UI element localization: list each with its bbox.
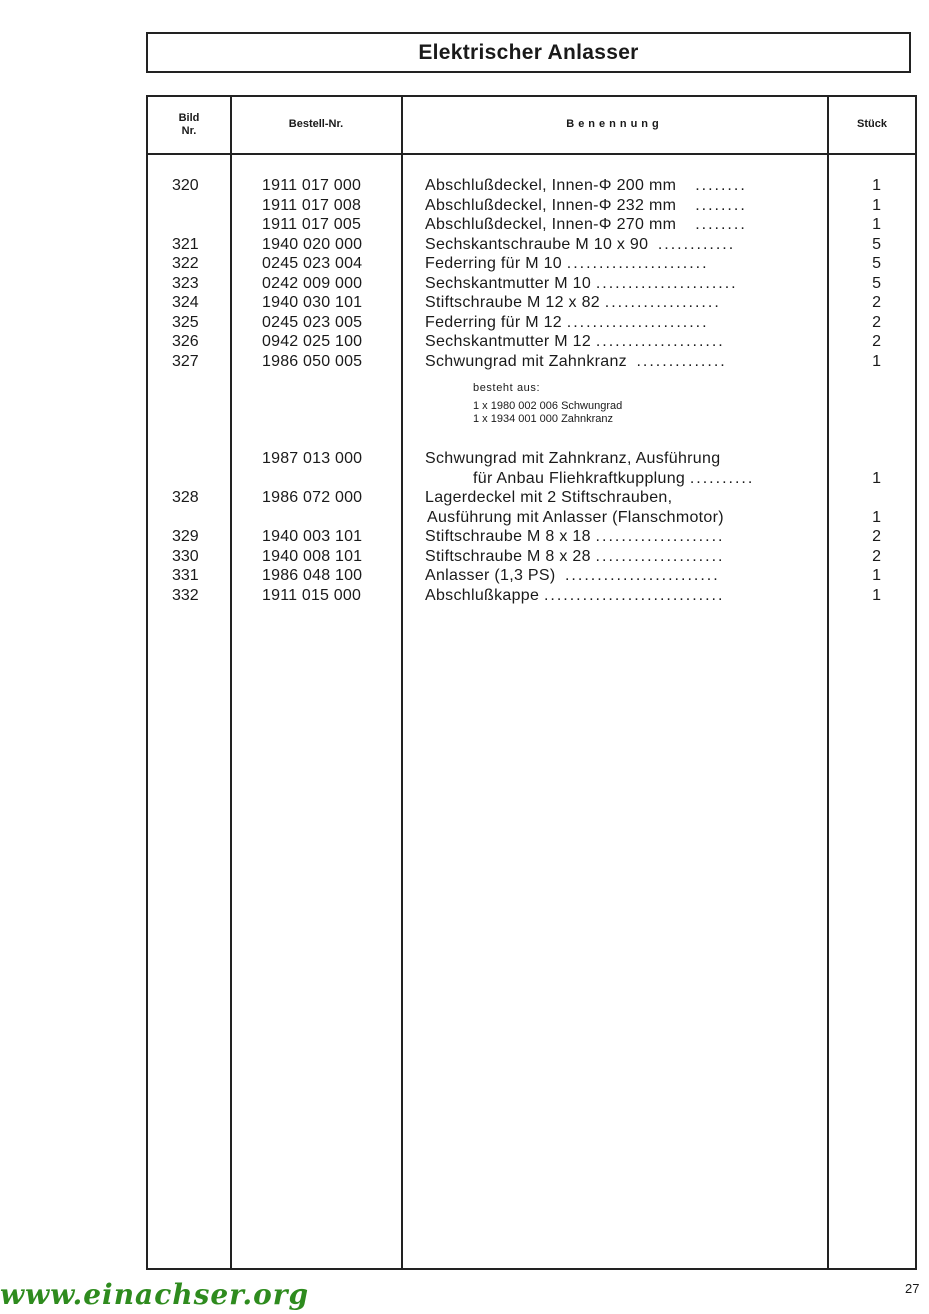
leader-dots: .................... [595, 333, 725, 350]
stueck: 5 [872, 274, 881, 292]
table-row [0, 449, 929, 469]
header-benennung: Benennung [566, 118, 663, 130]
bestell-nr: 1986 072 000 [262, 489, 363, 506]
stueck: 2 [872, 528, 881, 545]
leader-dots: .................. [604, 294, 721, 311]
benennung-text: Stiftschraube M 8 x 18 [425, 528, 591, 545]
bestell-nr: 1940 003 101 [262, 528, 363, 545]
benennung-text: Schwungrad mit Zahnkranz, Ausführung [425, 450, 721, 467]
leader-dots: ........ [695, 177, 747, 194]
table-body [0, 449, 929, 605]
table-row [0, 313, 929, 333]
sub-label: besteht aus: [473, 382, 541, 394]
bild-nr: 323 [172, 274, 199, 292]
benennung-text: Federring für M 12 [425, 313, 563, 331]
page-number: 27 [905, 1281, 920, 1296]
benennung [425, 332, 725, 352]
stueck: 1 [872, 196, 881, 214]
stueck: 5 [872, 235, 881, 253]
table-row [0, 586, 929, 606]
benennung [425, 176, 747, 196]
benennung [425, 508, 724, 528]
leader-dots: .......... [689, 469, 755, 487]
table-row [0, 274, 929, 294]
table-row [0, 469, 929, 489]
bestell-nr: 1940 030 101 [262, 294, 363, 311]
stueck: 1 [872, 177, 881, 194]
stueck: 1 [872, 508, 881, 526]
benennung-text: Stiftschraube M 8 x 28 [425, 547, 591, 565]
table-row [0, 566, 929, 586]
bestell-nr: 1911 017 008 [262, 196, 362, 214]
benennung-text: Sechskantschraube M 10 x 90 [425, 235, 649, 253]
table-row [0, 176, 929, 196]
table-row [0, 527, 929, 547]
benennung [425, 469, 754, 489]
benennung [425, 235, 735, 255]
stueck: 1 [872, 216, 881, 233]
header-stueck: Stück [857, 118, 887, 130]
bestell-nr: 1911 017 005 [262, 216, 362, 233]
benennung [425, 566, 720, 586]
bild-nr: 329 [172, 528, 199, 545]
table-row [0, 547, 929, 567]
benennung-text: Stiftschraube M 12 x 82 [425, 294, 600, 311]
header-bild-label: Bild Nr. [178, 112, 200, 137]
benennung [425, 254, 709, 274]
benennung [425, 488, 672, 508]
bild-nr: 325 [172, 313, 199, 331]
bestell-nr: 1986 050 005 [262, 352, 363, 370]
bestell-nr: 1911 015 000 [262, 586, 362, 604]
sub-item: 1 x 1980 002 006 Schwungrad [473, 400, 623, 412]
bestell-nr: 1940 008 101 [262, 547, 363, 565]
benennung [425, 449, 720, 469]
benennung [425, 313, 709, 333]
benennung [425, 215, 747, 235]
benennung-text: Lagerdeckel mit 2 Stiftschrauben, [425, 489, 673, 506]
bild-nr: 326 [172, 333, 199, 350]
bestell-nr: 0942 025 100 [262, 333, 363, 350]
stueck: 5 [872, 255, 881, 272]
table-row [0, 293, 929, 313]
bild-nr: 332 [172, 586, 199, 604]
header-bild [150, 112, 228, 138]
stueck: 1 [872, 352, 881, 370]
table-row [0, 215, 929, 235]
stueck: 2 [872, 313, 881, 331]
site-watermark: www.einachser.org [0, 1278, 310, 1311]
bild-nr: 324 [172, 294, 199, 311]
benennung-text: Anlasser (1,3 PS) [425, 567, 556, 584]
header-divider [146, 153, 917, 155]
stueck: 2 [872, 294, 881, 311]
leader-dots: .............. [636, 352, 727, 370]
stueck: 1 [872, 469, 881, 487]
benennung-text: Sechskantmutter M 12 [425, 333, 592, 350]
benennung [425, 586, 724, 606]
bestell-nr: 1940 020 000 [262, 235, 363, 253]
table-row [0, 352, 929, 372]
table-row [0, 508, 929, 528]
benennung-text: Schwungrad mit Zahnkranz [425, 352, 627, 370]
leader-dots: .................... [595, 547, 725, 565]
bestell-nr: 0245 023 005 [262, 313, 363, 331]
bestell-nr: 0242 009 000 [262, 274, 363, 292]
benennung [425, 293, 721, 313]
benennung [425, 196, 747, 216]
bild-nr: 321 [172, 235, 199, 253]
benennung-text: Federring für M 10 [425, 255, 563, 272]
leader-dots: ........ [695, 196, 747, 214]
bestell-nr: 1911 017 000 [262, 177, 362, 194]
benennung-text: Abschlußkappe [425, 586, 540, 604]
table-row [0, 196, 929, 216]
leader-dots: ...................... [595, 274, 738, 292]
leader-dots: ........................ [564, 567, 720, 584]
bestell-nr: 0245 023 004 [262, 255, 363, 272]
benennung-text: für Anbau Fliehkraftkupplung [473, 469, 686, 487]
stueck: 2 [872, 333, 881, 350]
bestell-nr: 1987 013 000 [262, 450, 363, 467]
table-row [0, 235, 929, 255]
header-bestell: Bestell-Nr. [288, 118, 344, 130]
benennung [425, 527, 724, 547]
stueck: 1 [872, 586, 881, 604]
table-row [0, 488, 929, 508]
stueck: 2 [872, 547, 881, 565]
stueck: 1 [872, 567, 881, 584]
benennung-text: Abschlußdeckel, Innen-Φ 200 mm [425, 177, 677, 194]
table-row [0, 332, 929, 352]
benennung-text: Sechskantmutter M 10 [425, 274, 592, 292]
bild-nr: 322 [172, 255, 199, 272]
benennung [425, 274, 738, 294]
leader-dots: .................... [595, 528, 725, 545]
bestell-nr: 1986 048 100 [262, 567, 363, 584]
page-title: Elektrischer Anlasser [146, 32, 911, 73]
leader-dots: ...................... [566, 313, 709, 331]
benennung [425, 352, 727, 372]
leader-dots: ............................ [543, 586, 725, 604]
bild-nr: 320 [172, 177, 199, 194]
sub-item: 1 x 1934 001 000 Zahnkranz [473, 413, 614, 425]
benennung-text: Abschlußdeckel, Innen-Φ 232 mm [425, 196, 677, 214]
bild-nr: 328 [172, 489, 199, 506]
bild-nr: 327 [172, 352, 199, 370]
leader-dots: ...................... [566, 255, 709, 272]
benennung-text: Ausführung mit Anlasser (Flanschmotor) [427, 508, 724, 526]
bild-nr: 331 [172, 567, 199, 584]
leader-dots: ............ [657, 235, 736, 253]
benennung-text: Abschlußdeckel, Innen-Φ 270 mm [425, 216, 677, 233]
benennung [425, 547, 724, 567]
bild-nr: 330 [172, 547, 199, 565]
table-row [0, 254, 929, 274]
table-body [0, 176, 929, 371]
leader-dots: ........ [695, 216, 747, 233]
